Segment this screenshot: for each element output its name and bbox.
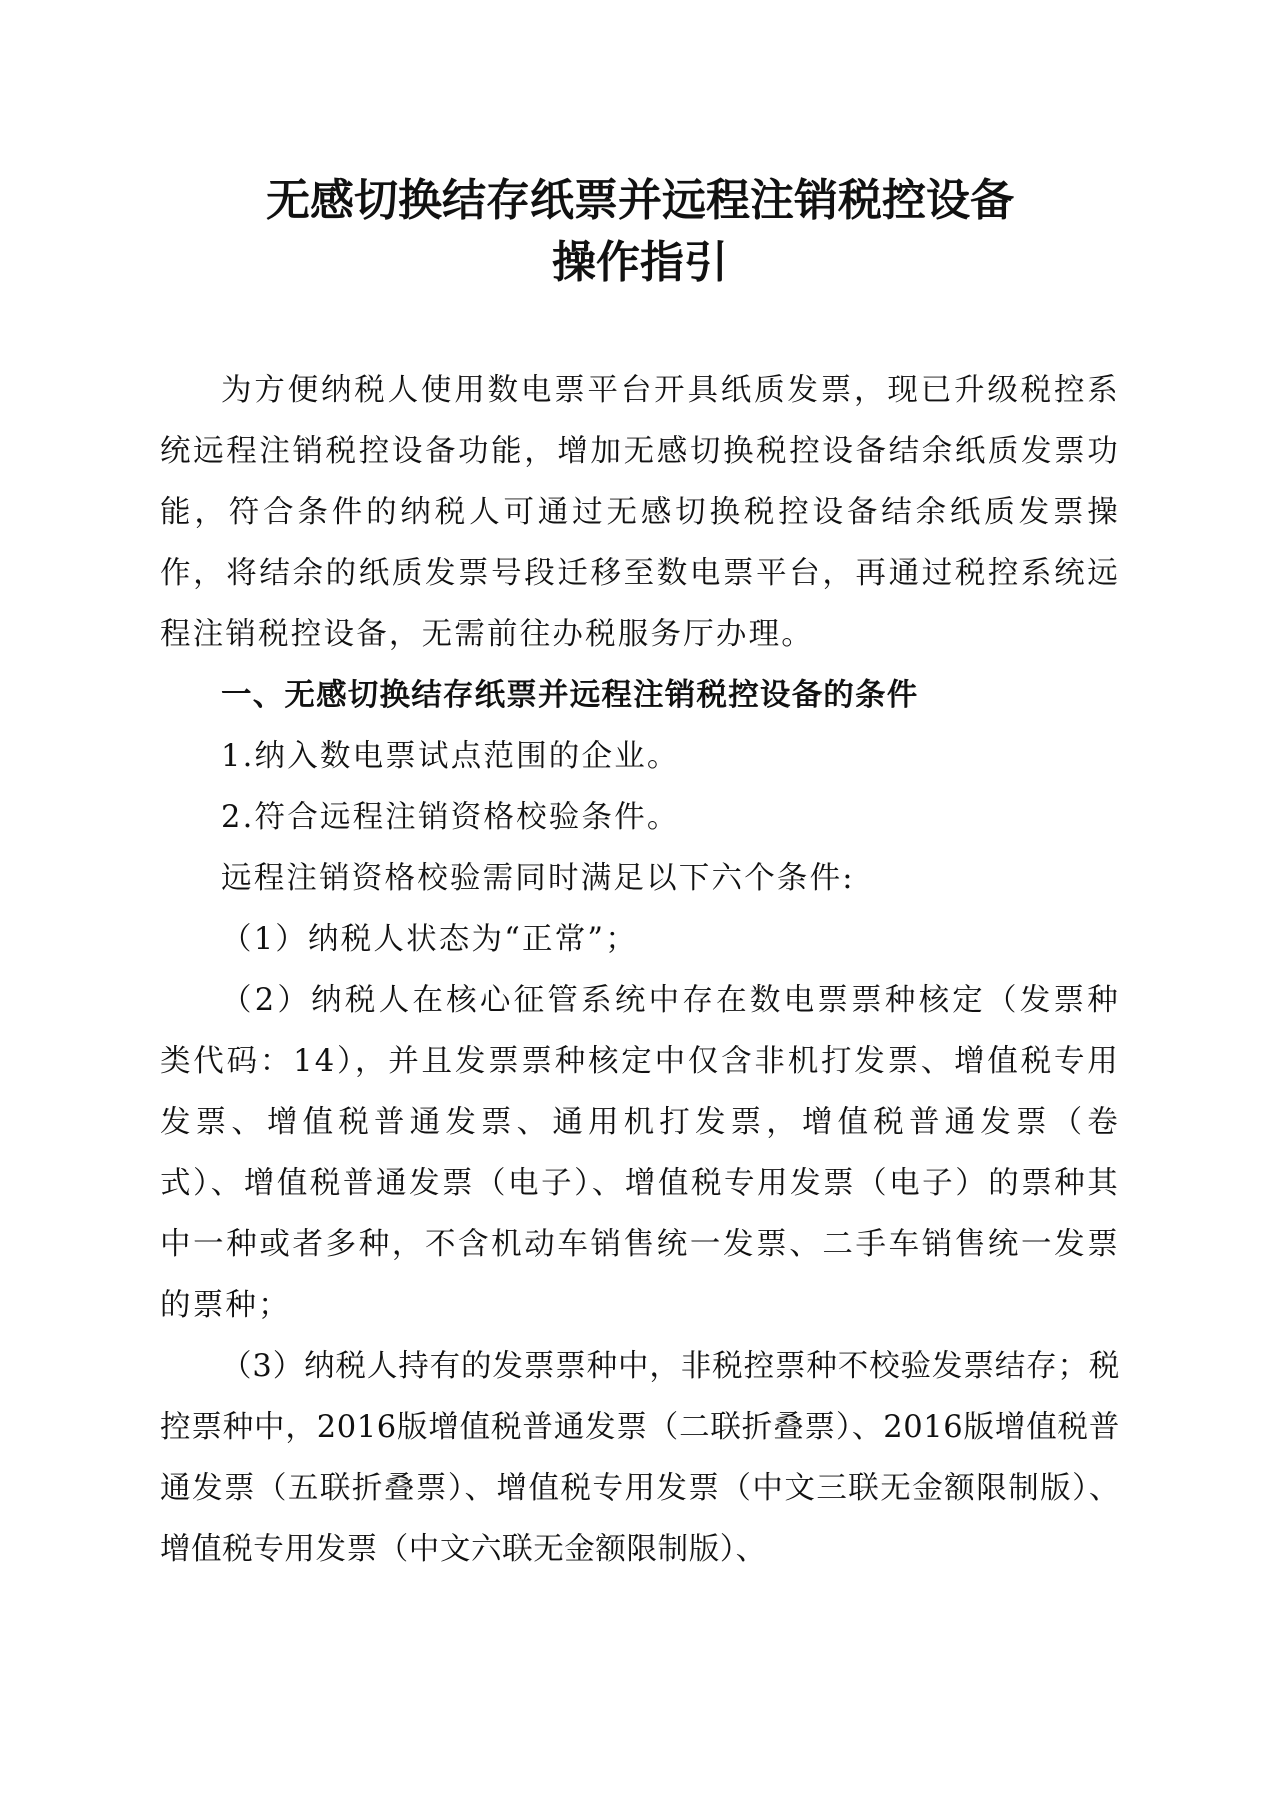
section-heading-1: 一、无感切换结存纸票并远程注销税控设备的条件 xyxy=(221,678,919,713)
document-body xyxy=(160,360,1120,1580)
verification-condition-2: （2）纳税人在核心征管系统中存在数电票票种核定（发票种类代码：14），并且发票票种核定中仅含非机打发票、增值税专用发票、增值税普通发票、通用机打发票，增值税普通发票（卷式）、增值税普通发票（电子）、增值税专用发票（电子）的票种其中一种或者多种，不含机动车销售统一发票、二手车销售统一发票的票种； xyxy=(160,983,1120,1323)
condition-item-2: 2.符合远程注销资格校验条件。 xyxy=(221,800,680,835)
title-line-2: 操作指引 xyxy=(552,237,728,288)
verification-condition-3: （3）纳税人持有的发票票种中，非税控票种不校验发票结存；税控票种中，2016版增值税普通发票（二联折叠票）、2016版增值税普通发票（五联折叠票）、增值税专用发票（中文三联无金额限制版）、增值税专用发票（中文六联无金额限制版）、 xyxy=(160,1349,1120,1567)
intro-paragraph: 为方便纳税人使用数电票平台开具纸质发票，现已升级税控系统远程注销税控设备功能，增加无感切换税控设备结余纸质发票功能，符合条件的纳税人可通过无感切换税控设备结余纸质发票操作，将结余的纸质发票号段迁移至数电票平台，再通过税控系统远程注销税控设备，无需前往办税服务厅办理。 xyxy=(160,373,1120,652)
verification-condition-1: （1）纳税人状态为“正常”； xyxy=(221,922,638,957)
title-line-1: 无感切换结存纸票并远程注销税控设备 xyxy=(266,175,1014,226)
condition-item-1: 1.纳入数电票试点范围的企业。 xyxy=(221,739,680,774)
document-title xyxy=(0,170,1280,294)
verification-intro: 远程注销资格校验需同时满足以下六个条件: xyxy=(221,861,855,896)
